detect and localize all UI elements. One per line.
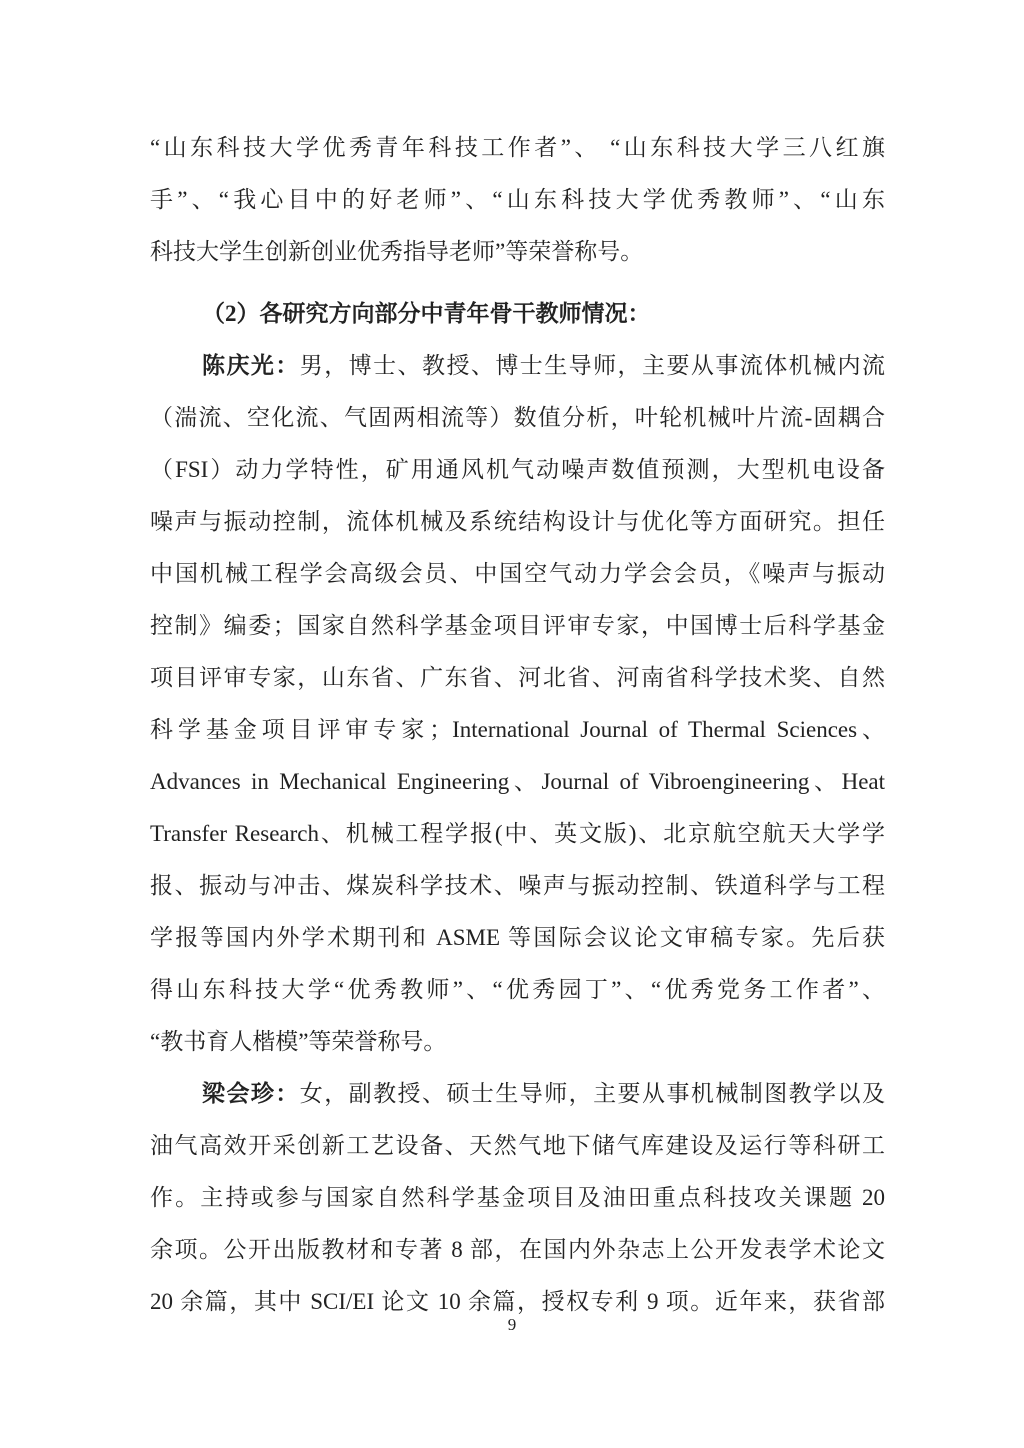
text-line: 作。主持或参与国家自然科学基金项目及油田重点科技攻关课题 20 (150, 1185, 885, 1210)
text-line: 控制》编委；国家自然科学基金项目评审专家，中国博士后科学基金 (150, 613, 885, 638)
teacher-name: 陈庆光： (202, 353, 300, 378)
text-line (150, 1068, 885, 1120)
text-line: 中国机械工程学会高级会员、中国空气动力学会会员，《噪声与振动 (150, 561, 885, 586)
text-line: 科学基金项目评审专家；International Journal of Thermal Sciences、 (150, 717, 885, 742)
text-line: 噪声与振动控制，流体机械及系统结构设计与优化等方面研究。担任 (150, 509, 885, 534)
text-line: 项目评审专家，山东省、广东省、河北省、河南省科学技术奖、自然 (150, 665, 885, 690)
text-segment: 男，博士、教授、博士生导师，主要从事流体机械内流 (299, 353, 885, 378)
text-line: Advances in Mechanical Engineering、Journal of Vibroengineering、Heat (150, 769, 885, 794)
text-line: “山东科技大学优秀青年科技工作者”、 “山东科技大学三八红旗 (150, 135, 885, 160)
text-line: 油气高效开采创新工艺设备、天然气地下储气库建设及运行等科研工 (150, 1133, 885, 1158)
page-number: 9 (507, 1315, 517, 1334)
text-line: 手”、“我心目中的好老师”、“山东科技大学优秀教师”、“山东 (150, 187, 885, 212)
text-column (150, 122, 885, 1328)
text-segment: 女，副教授、硕士生导师，主要从事机械制图教学以及 (299, 1081, 885, 1106)
text-line: 报、振动与冲击、煤炭科学技术、噪声与振动控制、铁道科学与工程 (150, 873, 885, 898)
text-line: 科技大学生创新创业优秀指导老师”等荣誉称号。 (150, 239, 644, 264)
text-line: 学报等国内外学术期刊和 ASME 等国际会议论文审稿专家。先后获 (150, 925, 885, 950)
teacher-name: 梁会珍： (202, 1081, 300, 1106)
text-line: Transfer Research、机械工程学报(中、英文版)、北京航空航天大学学 (150, 821, 885, 846)
section-heading: （2）各研究方向部分中青年骨干教师情况： (202, 301, 651, 326)
text-line: 余项。公开出版教材和专著 8 部，在国内外杂志上公开发表学术论文 (150, 1237, 885, 1262)
text-line: （FSI）动力学特性，矿用通风机气动噪声数值预测，大型机电设备 (150, 457, 885, 482)
text-line: 20 余篇，其中 SCI/EI 论文 10 余篇，授权专利 9 项。近年来，获省部 (150, 1289, 885, 1314)
text-line: 得山东科技大学“优秀教师”、“优秀园丁”、“优秀党务工作者”、 (150, 977, 885, 1002)
text-line: （湍流、空化流、气固两相流等）数值分析，叶轮机械叶片流-固耦合 (150, 405, 885, 430)
text-line: “教书育人楷模”等荣誉称号。 (150, 1029, 447, 1054)
text-line (150, 340, 885, 392)
